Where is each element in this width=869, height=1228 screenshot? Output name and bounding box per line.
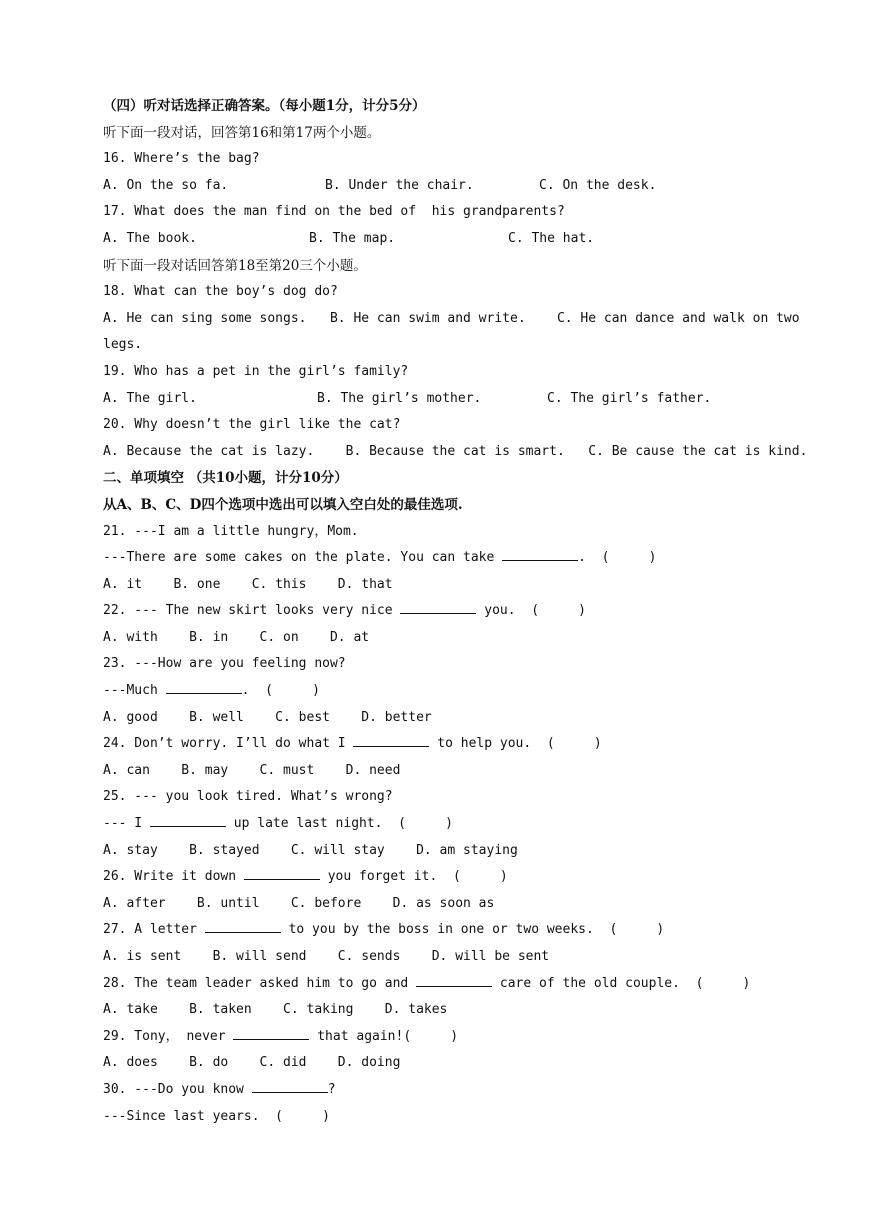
question-with-blank: 27. A letter to you by the boss in one or two weeks. ( ) — [103, 917, 783, 944]
options: A. take B. taken C. taking D. takes — [103, 1002, 448, 1018]
options — [103, 226, 783, 253]
answer-blank — [150, 812, 226, 827]
options: A. He can sing some songs. B. He can swim and write. C. He can dance and walk on two — [103, 310, 800, 326]
question-with-blank: ---There are some cakes on the plate. You can take . ( ) — [103, 545, 783, 572]
option-a: A. On the so fa. — [103, 177, 229, 193]
question: 25. --- you look tired. What’s wrong? — [103, 789, 393, 805]
option-c: C. The hat. — [508, 230, 595, 246]
options: A. can B. may C. must D. need — [103, 762, 401, 778]
options: A. good B. well C. best D. better — [103, 709, 432, 725]
question-with-blank: 28. The team leader asked him to go and care of the old couple. ( ) — [103, 971, 783, 998]
question: 17. What does the man find on the bed of his grandparents? — [103, 204, 565, 220]
question-with-blank: 29. Tony， never that again!( ) — [103, 1024, 783, 1051]
option-a: A. The book. — [103, 230, 197, 246]
question: ---Since last years. ( ) — [103, 1108, 330, 1124]
options — [103, 173, 783, 200]
answer-blank — [502, 546, 578, 561]
answer-blank — [233, 1025, 309, 1040]
options — [103, 386, 783, 413]
instruction: 听下面一段对话回答第18至第20三个小题。 — [103, 257, 367, 274]
options: A. after B. until C. before D. as soon as — [103, 895, 495, 911]
section-heading: 二、单项填空 （共10小题，计分10分） — [103, 470, 348, 487]
instruction: 听下面一段对话，回答第16和第17两个小题。 — [103, 124, 381, 141]
options: A. Because the cat is lazy. B. Because the cat is smart. C. Be cause the cat is kind. — [103, 443, 808, 459]
answer-blank — [252, 1078, 328, 1093]
question-with-blank: 22. --- The new skirt looks very nice you. ( ) — [103, 598, 783, 625]
option-b: B. Under the chair. — [325, 177, 474, 193]
section-heading: （四）听对话选择正确答案。（每小题1分，计分5分） — [103, 98, 426, 114]
options: A. with B. in C. on D. at — [103, 629, 370, 645]
answer-blank — [400, 599, 476, 614]
options: A. does B. do C. did D. doing — [103, 1055, 401, 1071]
options-continued: legs. — [103, 337, 143, 353]
answer-blank — [166, 679, 242, 694]
question-with-blank: 30. ---Do you know ? — [103, 1077, 783, 1104]
question: 18. What can the boy’s dog do? — [103, 284, 338, 300]
options: A. it B. one C. this D. that — [103, 576, 393, 592]
question-with-blank: 26. Write it down you forget it. ( ) — [103, 864, 783, 891]
option-b: B. The map. — [309, 230, 396, 246]
option-b: B. The girl’s mother. — [317, 390, 482, 406]
answer-blank — [353, 732, 429, 747]
answer-blank — [244, 865, 320, 880]
option-c: C. On the desk. — [539, 177, 657, 193]
question-with-blank: --- I up late last night. ( ) — [103, 811, 783, 838]
exam-sheet — [103, 93, 808, 1130]
answer-blank — [416, 972, 492, 987]
question: 19. Who has a pet in the girl’s family? — [103, 363, 409, 379]
option-a: A. The girl. — [103, 390, 197, 406]
question-with-blank: 24. Don’t worry. I’ll do what I to help you. ( ) — [103, 731, 783, 758]
question: 20. Why doesn’t the girl like the cat? — [103, 417, 401, 433]
question: 23. ---How are you feeling now? — [103, 656, 346, 672]
question-with-blank: ---Much . ( ) — [103, 678, 783, 705]
answer-blank — [205, 918, 281, 933]
option-c: C. The girl’s father. — [547, 390, 712, 406]
question: 16. Where’s the bag? — [103, 151, 260, 167]
options: A. is sent B. will send C. sends D. will be sent — [103, 949, 550, 964]
options: A. stay B. stayed C. will stay D. am staying — [103, 842, 518, 858]
instruction: 从A、B、C、D四个选项中选出可以填入空白处的最佳选项. — [103, 496, 463, 513]
question: 21. ---I am a little hungry，Mom. — [103, 523, 359, 539]
